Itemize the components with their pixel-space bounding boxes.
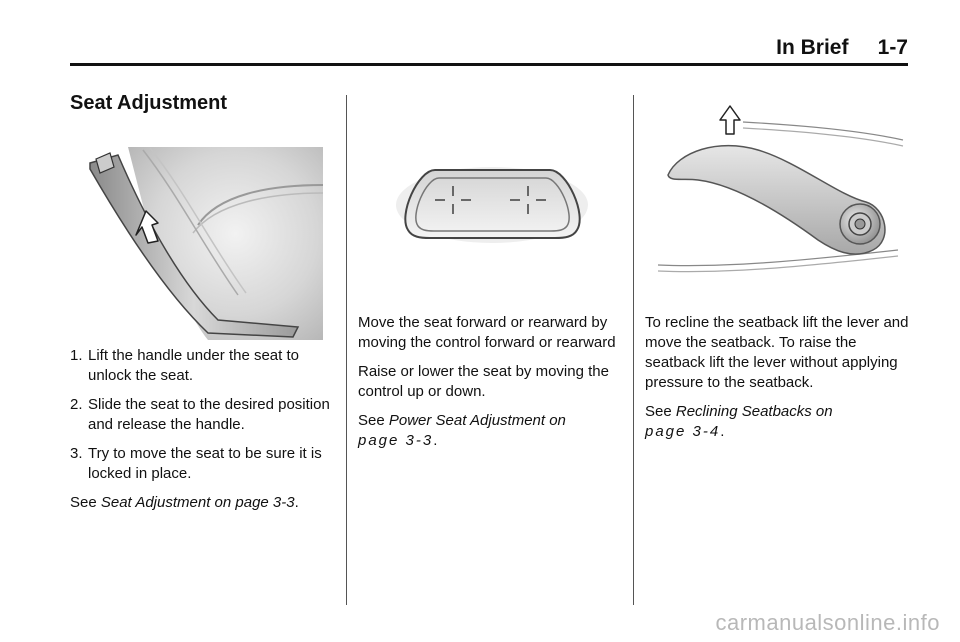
cross-reference-link[interactable]: Power Seat Adjustment on — [388, 412, 566, 429]
step-text: Slide the seat to the desired position and release the handle. — [88, 396, 330, 433]
cross-reference-page[interactable]: page 3-4 — [645, 423, 721, 440]
paragraph: Move the seat forward or rearward by moving the control forward or rearward — [358, 314, 616, 351]
list-item — [70, 444, 335, 484]
list-item — [70, 346, 335, 386]
step-number: 3. — [70, 445, 83, 462]
column-divider-1 — [346, 95, 347, 605]
column-divider-2 — [633, 95, 634, 605]
see-reference: See Seat Adjustment on page 3-3. — [70, 494, 299, 511]
right-column-text — [645, 313, 910, 451]
paragraph: Raise or lower the seat by moving the control up or down. — [358, 363, 609, 400]
step-text: Lift the handle under the seat to unlock the seat. — [88, 347, 299, 384]
header-title: In Brief 1-7 — [776, 36, 908, 59]
seat-handle-illustration — [88, 145, 328, 340]
power-seat-control-illustration — [395, 160, 590, 245]
left-column-text — [70, 346, 335, 522]
section-heading: Seat Adjustment — [70, 92, 228, 114]
cross-reference-page[interactable]: page 3-3 — [358, 432, 434, 449]
see-reference: See Power Seat Adjustment on page 3-3. — [358, 412, 566, 449]
step-text: Try to move the seat to be sure it is locked in place. — [88, 445, 322, 482]
see-reference: See Reclining Seatbacks on page 3-4. — [645, 403, 833, 440]
step-number: 2. — [70, 396, 83, 413]
middle-column-text — [358, 313, 623, 460]
watermark: carmanualsonline.info — [715, 610, 940, 635]
recline-lever-illustration — [648, 100, 908, 280]
step-number: 1. — [70, 347, 83, 364]
paragraph: To recline the seatback lift the lever and move the seatback. To raise the seatback lift the lever without applying pressure to the seatback. — [645, 314, 909, 391]
cross-reference-link[interactable]: Reclining Seatbacks on — [675, 403, 833, 420]
cross-reference-link[interactable]: Seat Adjustment on page 3-3 — [100, 494, 295, 511]
header-rule — [70, 63, 908, 66]
steps-list — [70, 346, 335, 484]
list-item — [70, 395, 335, 435]
